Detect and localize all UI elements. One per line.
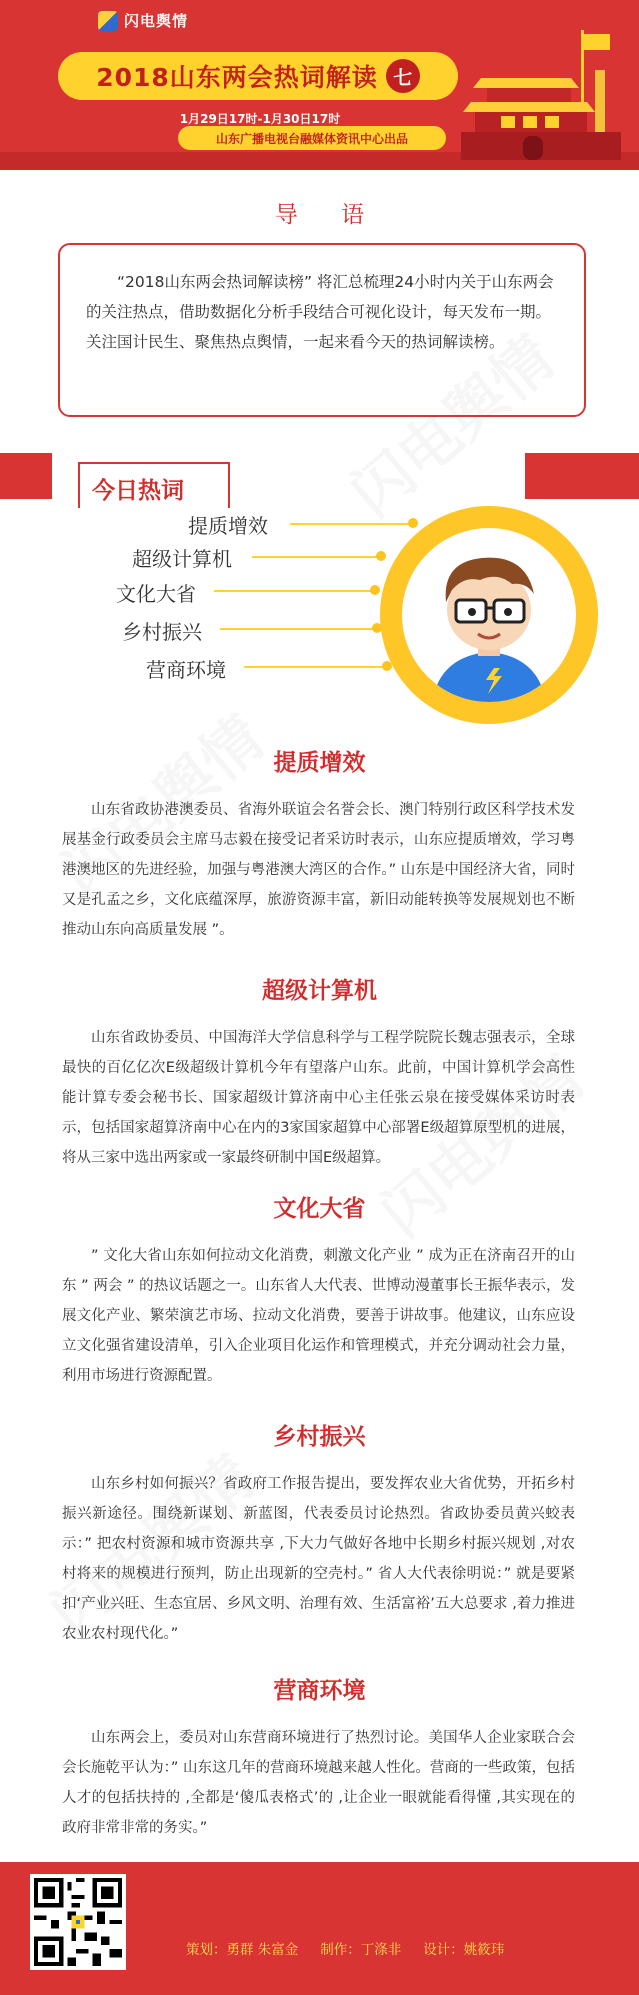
- keyword-connector: [252, 556, 380, 558]
- lightning-logo-icon: [98, 11, 118, 31]
- article-yingshanghuanjing: [0, 1672, 639, 1843]
- article-title: 提质增效: [273, 750, 366, 776]
- decor-bar-left: [0, 453, 52, 499]
- keyword-item: 文化大省: [116, 582, 196, 606]
- qr-code: [30, 1874, 126, 1970]
- decor-bar-right: [525, 453, 639, 499]
- credit-design: 设计：姚筱玮: [423, 1942, 505, 1958]
- issue-number-badge: 七: [386, 59, 420, 93]
- article-title: 乡村振兴: [273, 1424, 366, 1450]
- brand: [98, 10, 188, 31]
- credit-production: 制作：丁涤非: [320, 1942, 402, 1958]
- producer-label: 山东广播电视台融媒体资讯中心出品: [178, 126, 446, 150]
- page-title: 2018山东两会热词解读: [96, 63, 378, 92]
- article-xiangcunzhenxing: [0, 1418, 639, 1649]
- title-pill: [58, 52, 458, 100]
- credits: [186, 1938, 504, 1958]
- date-range: 1月29日17时-1月30日17时: [179, 112, 341, 126]
- article-title: 营商环境: [273, 1678, 366, 1704]
- keyword-item: 乡村振兴: [122, 620, 202, 644]
- keyword-connector: [220, 628, 376, 630]
- keyword-connector: [244, 666, 384, 668]
- intro-box: [58, 243, 586, 417]
- intro-title: 导 语: [274, 202, 383, 228]
- article-text: 山东乡村如何振兴？省政府工作报告提出，要发挥农业大省优势，开拓乡村振兴新途径。围绕新谋划、新蓝图，代表委员讨论热烈。省政协委员黄兴蛟表示：” 把农村资源和城市资源共享 ,下大力气做好各地中长期乡村振兴规划 ,对农村将来的规模进行预判，防止出现新的空壳村。” 省人大代表徐明说：” 就是要紧扣‘产业兴旺、生态宜居、乡风文明、治理有效、生活富裕’五大总要求 ,着力推进农业农村现代化。”: [62, 1476, 575, 1642]
- footer: [0, 1862, 639, 1995]
- article-text: 山东省政协委员、中国海洋大学信息科学与工程学院院长魏志强表示，全球最快的百亿亿次E级超级计算机今年有望落户山东。此前，中国计算机学会高性能计算专委会秘书长、国家超级计算济南中心主任张云泉在接受媒体采访时表示，包括国家超算济南中心在内的3家国家超算中心部署E级超算原型机的进展，将从三家中选出两家或一家最终研制中国E级超算。: [62, 1030, 575, 1166]
- keyword-dot: [376, 551, 386, 561]
- keyword-dot: [370, 585, 380, 595]
- article-chaojijisuanji: [0, 972, 639, 1173]
- article-text: 山东两会上，委员对山东营商环境进行了热烈讨论。美国华人企业家联合会会长施乾平认为：” 山东这几年的营商环境越来越人性化。营商的一些政策，包括人才的包括扶持的 ,全都是‘傻瓜表格式’的 ,让企业一眼就能看得懂 ,其实现在的政府非常非常的务实。”: [62, 1730, 575, 1836]
- article-title: 文化大省: [273, 1196, 366, 1222]
- brand-name: 闪电舆情: [124, 12, 189, 30]
- article-tizhizengxiao: [0, 744, 639, 945]
- cartoon-avatar-with-glasses: [402, 528, 576, 702]
- keyword-item: 营商环境: [146, 658, 226, 682]
- avatar-frame: [402, 528, 576, 702]
- avatar-ring: [380, 506, 598, 724]
- keyword-connector: [290, 523, 412, 525]
- keyword-item: 超级计算机: [132, 547, 232, 571]
- credit-planning: 策划：勇群 朱富金: [186, 1942, 299, 1958]
- keyword-connector: [214, 590, 374, 592]
- keyword-dot: [408, 518, 418, 528]
- qr-code-pattern: [34, 1878, 122, 1966]
- article-title: 超级计算机: [262, 978, 377, 1004]
- article-text: ” 文化大省山东如何拉动文化消费，刺激文化产业 ” 成为正在济南召开的山东 ” 两会 ” 的热议话题之一。山东省人大代表、世博动漫董事长王振华表示，发展文化产业、繁荣演艺市场、拉动文化消费，要善于讲故事。他建议，山东应设立文化强省建设清单，引入企业项目化运作和管理模式，并充分调动社会力量，利用市场进行资源配置。: [62, 1248, 575, 1384]
- header-banner: [0, 0, 639, 170]
- article-text: 山东省政协港澳委员、省海外联谊会名誉会长、澳门特别行政区科学技术发展基金行政委员会主席马志毅在接受记者采访时表示，山东应提质增效，学习粤港澳地区的先进经验，加强与粤港澳大湾区的合作。” 山东是中国经济大省，同时又是孔孟之乡，文化底蕴深厚，旅游资源丰富，新旧动能转换等发展规划也不断推动山东向高质量发展 ”。: [62, 802, 575, 938]
- tiananmen-gate-illustration: [461, 30, 621, 160]
- article-wenhuadasheng: [0, 1190, 639, 1391]
- today-title: 今日热词: [92, 478, 184, 504]
- intro-text: “2018山东两会热词解读榜” 将汇总梳理24小时内关于山东两会的关注热点，借助数据化分析手段结合可视化设计，每天发布一期。关注国计民生、聚焦热点舆情，一起来看今天的热词解读榜。: [86, 273, 554, 351]
- keyword-item: 提质增效: [188, 514, 268, 538]
